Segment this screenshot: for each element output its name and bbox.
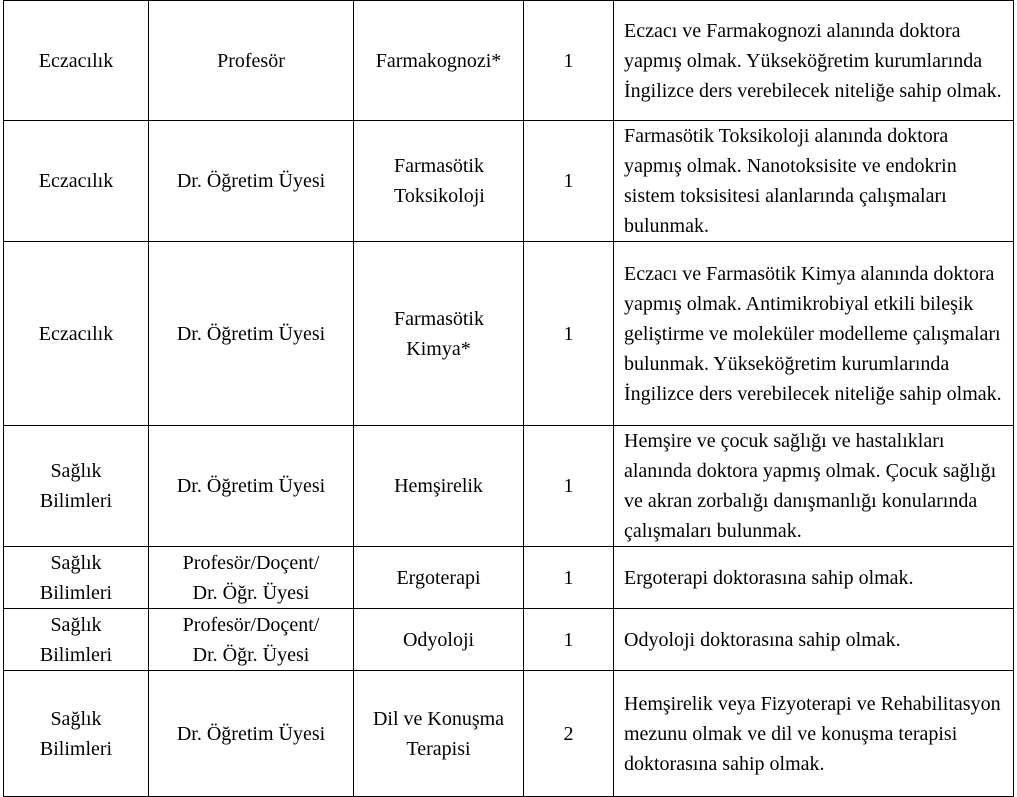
faculty-cell: Sağlık Bilimleri xyxy=(4,547,149,609)
count-cell: 1 xyxy=(524,242,614,426)
title-cell: Profesör/Doçent/ Dr. Öğr. Üyesi xyxy=(149,609,354,671)
positions-table xyxy=(3,0,1014,797)
title-cell: Profesör/Doçent/ Dr. Öğr. Üyesi xyxy=(149,547,354,609)
faculty-cell: Sağlık Bilimleri xyxy=(4,426,149,547)
requirement-cell: Ergoterapi doktorasına sahip olmak. xyxy=(614,547,1014,609)
count-cell: 2 xyxy=(524,671,614,797)
field-cell: Ergoterapi xyxy=(354,547,524,609)
faculty-cell: Eczacılık xyxy=(4,1,149,121)
table-row xyxy=(4,242,1014,426)
count-cell: 1 xyxy=(524,121,614,242)
count-cell: 1 xyxy=(524,547,614,609)
title-cell: Profesör xyxy=(149,1,354,121)
faculty-cell: Eczacılık xyxy=(4,242,149,426)
requirement-cell: Odyoloji doktorasına sahip olmak. xyxy=(614,609,1014,671)
requirement-cell: Hemşirelik veya Fizyoterapi ve Rehabilitasyon mezunu olmak ve dil ve konuşma terapisi doktorasına sahip olmak. xyxy=(614,671,1014,797)
table-row xyxy=(4,547,1014,609)
field-cell: Farmasötik Toksikoloji xyxy=(354,121,524,242)
faculty-cell: Sağlık Bilimleri xyxy=(4,609,149,671)
table-row xyxy=(4,121,1014,242)
table-row xyxy=(4,426,1014,547)
title-cell: Dr. Öğretim Üyesi xyxy=(149,426,354,547)
faculty-cell: Sağlık Bilimleri xyxy=(4,671,149,797)
requirement-cell: Farmasötik Toksikoloji alanında doktora yapmış olmak. Nanotoksisite ve endokrin sistem toksisitesi alanlarında çalışmaları bulunmak. xyxy=(614,121,1014,242)
table-row xyxy=(4,609,1014,671)
field-cell: Hemşirelik xyxy=(354,426,524,547)
count-cell: 1 xyxy=(524,1,614,121)
requirement-cell: Hemşire ve çocuk sağlığı ve hastalıkları alanında doktora yapmış olmak. Çocuk sağlığı ve akran zorbalığı danışmanlığı konularında çalışmaları bulunmak. xyxy=(614,426,1014,547)
field-cell: Dil ve Konuşma Terapisi xyxy=(354,671,524,797)
count-cell: 1 xyxy=(524,609,614,671)
table-row xyxy=(4,1,1014,121)
title-cell: Dr. Öğretim Üyesi xyxy=(149,242,354,426)
field-cell: Farmasötik Kimya* xyxy=(354,242,524,426)
title-cell: Dr. Öğretim Üyesi xyxy=(149,121,354,242)
field-cell: Odyoloji xyxy=(354,609,524,671)
table-row xyxy=(4,671,1014,797)
requirement-cell: Eczacı ve Farmasötik Kimya alanında doktora yapmış olmak. Antimikrobiyal etkili bileşik geliştirme ve moleküler modelleme çalışmaları bulunmak. Yükseköğretim kurumlarında İngilizce ders verebilecek niteliğe sahip olmak. xyxy=(614,242,1014,426)
requirement-cell: Eczacı ve Farmakognozi alanında doktora yapmış olmak. Yükseköğretim kurumlarında İngilizce ders verebilecek niteliğe sahip olmak. xyxy=(614,1,1014,121)
title-cell: Dr. Öğretim Üyesi xyxy=(149,671,354,797)
count-cell: 1 xyxy=(524,426,614,547)
field-cell: Farmakognozi* xyxy=(354,1,524,121)
faculty-cell: Eczacılık xyxy=(4,121,149,242)
